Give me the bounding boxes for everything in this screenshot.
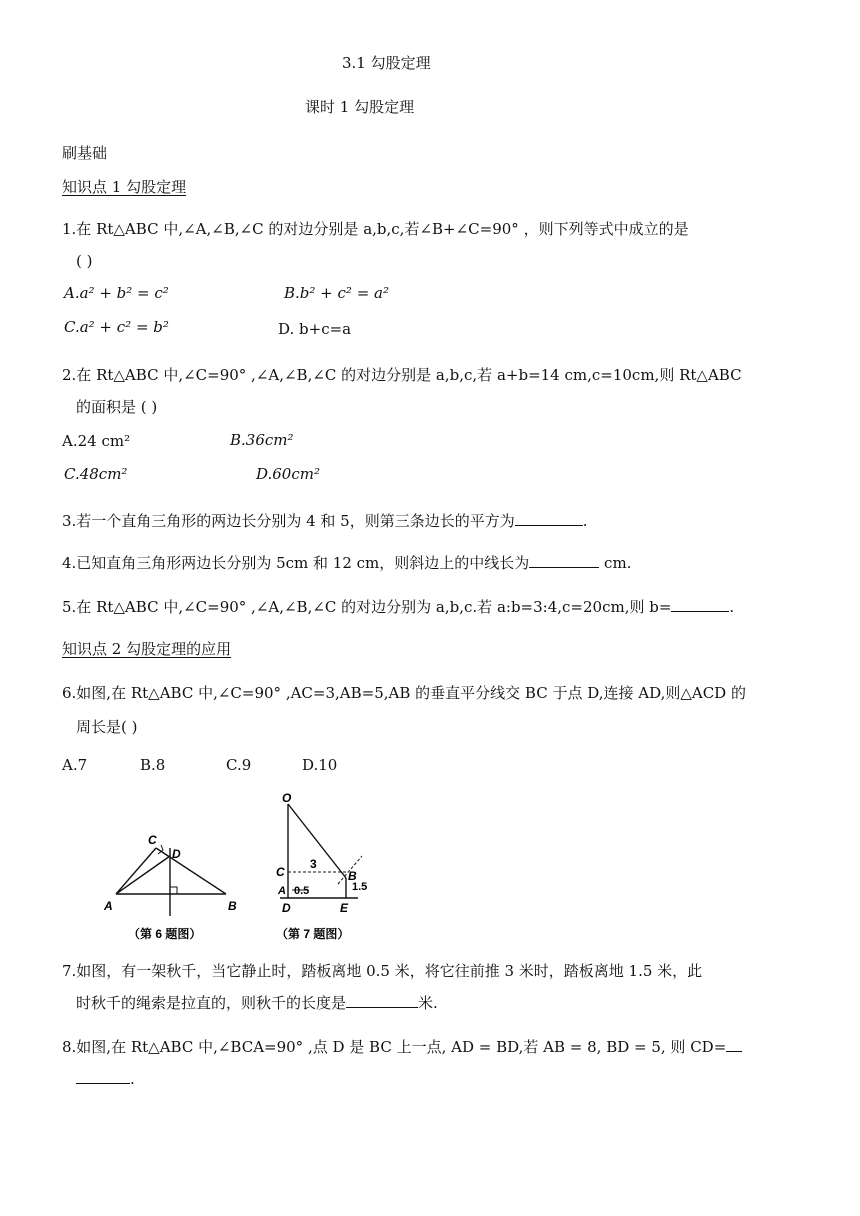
question-7-end: 米. bbox=[418, 994, 438, 1012]
fig7-caption: （第 7 题图） bbox=[276, 927, 350, 941]
fig6-line-ad bbox=[116, 856, 170, 894]
question-1-text: 1.在 Rt△ABC 中,∠A,∠B,∠C 的对边分别是 a,b,c,若∠B+∠C=90° ，则下列等式中成立的是 bbox=[62, 220, 689, 238]
q1-option-d: D. b+c=a bbox=[278, 320, 352, 338]
q8-answer-blank[interactable] bbox=[726, 1037, 742, 1052]
fig7-label-a: A bbox=[278, 885, 286, 897]
question-8-line2 bbox=[76, 1066, 135, 1092]
fig6-label-c: C bbox=[148, 833, 157, 847]
knowledge-point-2: 知识点 2 勾股定理的应用 bbox=[62, 640, 232, 658]
question-7-text: 7.如图，有一架秋千，当它静止时，踏板离地 0.5 米，将它往前推 3 米时，踏板离地 1.5 米，此 bbox=[62, 962, 703, 980]
fig7-label-e: E bbox=[340, 901, 349, 915]
question-5 bbox=[62, 594, 734, 620]
q6-option-b: B.8 bbox=[140, 756, 166, 774]
question-2-text: 2.在 Rt△ABC 中,∠C=90° ,∠A,∠B,∠C 的对边分别是 a,b,c,若 a+b=14 cm,c=10cm,则 Rt△ABC bbox=[62, 366, 742, 384]
fig6-line-cb bbox=[156, 848, 226, 894]
q6-option-a: A.7 bbox=[62, 756, 88, 774]
question-3-text: 3.若一个直角三角形的两边长分别为 4 和 5，则第三条边长的平方为 bbox=[62, 512, 515, 530]
question-6-text-line2: 周长是( ) bbox=[76, 718, 138, 736]
knowledge-point-1: 知识点 1 勾股定理 bbox=[62, 178, 187, 196]
question-6-text: 6.如图,在 Rt△ABC 中,∠C=90° ,AC=3,AB=5,AB 的垂直平分线交 BC 于点 D,连接 AD,则△ACD 的 bbox=[62, 684, 746, 702]
question-1-paren: ( ) bbox=[76, 252, 93, 270]
q2-option-b: B.36cm² bbox=[230, 431, 294, 449]
page-subtitle: 课时 1 勾股定理 bbox=[305, 98, 415, 116]
fig7-label-1-5: 1.5 bbox=[352, 881, 368, 893]
fig7-label-3: 3 bbox=[310, 857, 317, 871]
figure-7 bbox=[272, 790, 402, 945]
fig6-label-d: D bbox=[172, 847, 181, 861]
fig7-label-b: B bbox=[348, 869, 357, 883]
q5-answer-blank[interactable] bbox=[671, 597, 729, 612]
question-8-text: 8.如图,在 Rt△ABC 中,∠BCA=90° ,点 D 是 BC 上一点, AD = BD,若 AB = 8, BD = 5, 则 CD= bbox=[62, 1038, 727, 1056]
fig7-label-c: C bbox=[276, 865, 285, 879]
q1-option-b: B.b² + c² = a² bbox=[284, 284, 389, 302]
question-5-text: 5.在 Rt△ABC 中,∠C=90° ,∠A,∠B,∠C 的对边分别为 a,b,c.若 a:b=3:4,c=20cm,则 b= bbox=[62, 598, 672, 616]
page-title: 3.1 勾股定理 bbox=[342, 54, 431, 72]
fig7-label-d: D bbox=[282, 901, 291, 915]
question-5-end: . bbox=[729, 598, 735, 616]
fig6-label-b: B bbox=[228, 899, 237, 913]
fig7-rope-ob bbox=[288, 804, 346, 878]
question-3-end: . bbox=[582, 512, 588, 530]
fig7-label-0-5: 0.5 bbox=[294, 885, 310, 897]
q6-option-c: C.9 bbox=[226, 756, 252, 774]
q7-answer-blank[interactable] bbox=[346, 993, 418, 1008]
fig7-label-o: O bbox=[282, 791, 292, 805]
q1-option-c: C.a² + c² = b² bbox=[64, 318, 169, 336]
q4-answer-blank[interactable] bbox=[529, 553, 599, 568]
q2-option-d: D.60cm² bbox=[256, 465, 320, 483]
question-8 bbox=[62, 1034, 742, 1060]
fig6-label-a: A bbox=[104, 899, 113, 913]
figure-6 bbox=[100, 830, 250, 945]
fig6-caption: （第 6 题图） bbox=[128, 927, 202, 941]
q8-answer-blank-cont[interactable] bbox=[76, 1069, 130, 1084]
question-4-end: cm. bbox=[599, 554, 632, 572]
q1-option-a: A.a² + b² = c² bbox=[64, 284, 169, 302]
fig6-right-angle-mark bbox=[170, 887, 177, 894]
q2-option-a: A.24 cm² bbox=[62, 432, 131, 450]
fig6-line-ac bbox=[116, 848, 156, 894]
question-7 bbox=[76, 990, 438, 1016]
question-2-text-line2: 的面积是 ( ) bbox=[76, 398, 158, 416]
question-3 bbox=[62, 508, 588, 534]
question-7-text-line2: 时秋千的绳索是拉直的，则秋千的长度是 bbox=[76, 994, 347, 1012]
question-8-end: . bbox=[130, 1070, 135, 1088]
question-4 bbox=[62, 550, 631, 576]
q2-option-c: C.48cm² bbox=[64, 465, 128, 483]
section-basic: 刷基础 bbox=[62, 144, 108, 162]
q6-option-d: D.10 bbox=[302, 756, 338, 774]
q3-answer-blank[interactable] bbox=[515, 511, 583, 526]
question-4-text: 4.已知直角三角形两边长分别为 5cm 和 12 cm，则斜边上的中线长为 bbox=[62, 554, 530, 572]
